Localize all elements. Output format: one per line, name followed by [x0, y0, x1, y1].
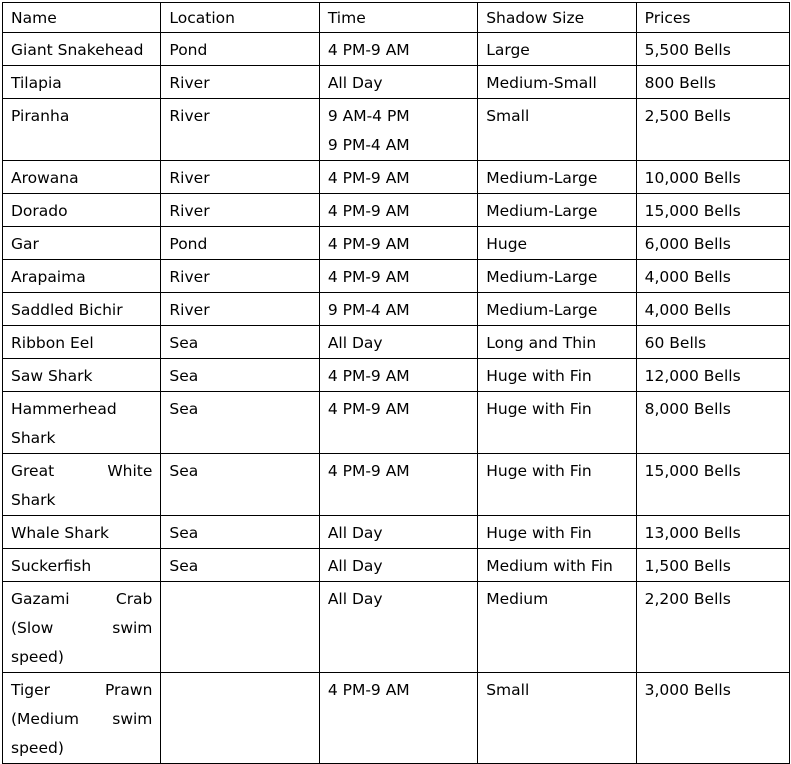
table-row	[3, 392, 790, 454]
cell-price: 4,000 Bells	[636, 260, 789, 293]
cell-price: 12,000 Bells	[636, 359, 789, 392]
cell-price: 8,000 Bells	[636, 392, 789, 454]
cell-name: Arowana	[3, 161, 161, 194]
cell-shadow: Medium-Large	[478, 161, 636, 194]
cell-time: 4 PM-9 AM	[319, 673, 477, 764]
cell-shadow: Large	[478, 33, 636, 66]
cell-name: Great White Shark	[3, 454, 161, 516]
cell-shadow: Medium	[478, 582, 636, 673]
cell-name: Dorado	[3, 194, 161, 227]
cell-shadow: Small	[478, 99, 636, 161]
cell-location: River	[161, 99, 319, 161]
table-row	[3, 293, 790, 326]
cell-shadow: Small	[478, 673, 636, 764]
cell-name: Hammerhead Shark	[3, 392, 161, 454]
cell-price: 4,000 Bells	[636, 293, 789, 326]
cell-location	[161, 673, 319, 764]
cell-time: 4 PM-9 AM	[319, 359, 477, 392]
cell-time: All Day	[319, 549, 477, 582]
table-row	[3, 33, 790, 66]
cell-name: Arapaima	[3, 260, 161, 293]
cell-location: Sea	[161, 454, 319, 516]
cell-name: Giant Snakehead	[3, 33, 161, 66]
cell-shadow: Medium with Fin	[478, 549, 636, 582]
cell-time: 4 PM-9 AM	[319, 161, 477, 194]
cell-shadow: Medium-Large	[478, 194, 636, 227]
cell-name: Gar	[3, 227, 161, 260]
cell-location: Pond	[161, 227, 319, 260]
table-row	[3, 454, 790, 516]
cell-shadow: Huge with Fin	[478, 359, 636, 392]
cell-shadow: Huge with Fin	[478, 454, 636, 516]
cell-name: Tilapia	[3, 66, 161, 99]
fish-table	[2, 2, 790, 764]
cell-location: Pond	[161, 33, 319, 66]
cell-price: 2,500 Bells	[636, 99, 789, 161]
cell-time-line: 9 AM-4 PM	[327, 107, 410, 125]
cell-name: Tiger Prawn (Medium swim speed)	[3, 673, 161, 764]
cell-shadow: Long and Thin	[478, 326, 636, 359]
table-row	[3, 359, 790, 392]
cell-price: 1,500 Bells	[636, 549, 789, 582]
cell-price: 800 Bells	[636, 66, 789, 99]
table-header-row	[3, 3, 790, 33]
cell-shadow: Huge	[478, 227, 636, 260]
table-row	[3, 326, 790, 359]
cell-location	[161, 582, 319, 673]
cell-time: All Day	[319, 516, 477, 549]
cell-time: 4 PM-9 AM	[319, 260, 477, 293]
table-row	[3, 516, 790, 549]
cell-location: Sea	[161, 392, 319, 454]
cell-name: Gazami Crab (Slow swim speed)	[3, 582, 161, 673]
cell-price: 6,000 Bells	[636, 227, 789, 260]
cell-location: Sea	[161, 326, 319, 359]
cell-price: 15,000 Bells	[636, 454, 789, 516]
cell-shadow: Huge with Fin	[478, 392, 636, 454]
cell-time: All Day	[319, 582, 477, 673]
cell-shadow: Medium-Small	[478, 66, 636, 99]
table-row	[3, 227, 790, 260]
table-row	[3, 99, 790, 161]
cell-location: Sea	[161, 359, 319, 392]
header-time: Time	[319, 3, 477, 33]
cell-time: 9 PM-4 AM	[319, 293, 477, 326]
cell-name: Saw Shark	[3, 359, 161, 392]
cell-price: 13,000 Bells	[636, 516, 789, 549]
header-name: Name	[3, 3, 161, 33]
cell-shadow: Huge with Fin	[478, 516, 636, 549]
cell-location: Sea	[161, 549, 319, 582]
cell-location: River	[161, 194, 319, 227]
cell-location: River	[161, 161, 319, 194]
table-row	[3, 161, 790, 194]
header-location: Location	[161, 3, 319, 33]
table-row	[3, 194, 790, 227]
cell-time-line: 9 PM-4 AM	[327, 136, 410, 154]
cell-time: All Day	[319, 66, 477, 99]
cell-shadow: Medium-Large	[478, 293, 636, 326]
cell-price: 3,000 Bells	[636, 673, 789, 764]
cell-price: 60 Bells	[636, 326, 789, 359]
header-prices: Prices	[636, 3, 789, 33]
cell-time: 4 PM-9 AM	[319, 227, 477, 260]
cell-time: 4 PM-9 AM	[319, 392, 477, 454]
cell-location: River	[161, 293, 319, 326]
cell-name: Saddled Bichir	[3, 293, 161, 326]
cell-location: Sea	[161, 516, 319, 549]
cell-name: Suckerfish	[3, 549, 161, 582]
table-row	[3, 549, 790, 582]
cell-price: 10,000 Bells	[636, 161, 789, 194]
cell-name: Piranha	[3, 99, 161, 161]
cell-name: Whale Shark	[3, 516, 161, 549]
cell-location: River	[161, 260, 319, 293]
cell-time: 4 PM-9 AM	[319, 194, 477, 227]
cell-price: 15,000 Bells	[636, 194, 789, 227]
cell-name: Ribbon Eel	[3, 326, 161, 359]
cell-time: 4 PM-9 AM	[319, 454, 477, 516]
cell-time	[319, 99, 477, 161]
cell-shadow: Medium-Large	[478, 260, 636, 293]
table-row	[3, 673, 790, 764]
table-row	[3, 582, 790, 673]
cell-location: River	[161, 66, 319, 99]
table-row	[3, 260, 790, 293]
cell-time: All Day	[319, 326, 477, 359]
table-row	[3, 66, 790, 99]
cell-price: 5,500 Bells	[636, 33, 789, 66]
cell-time: 4 PM-9 AM	[319, 33, 477, 66]
cell-price: 2,200 Bells	[636, 582, 789, 673]
header-shadow-size: Shadow Size	[478, 3, 636, 33]
